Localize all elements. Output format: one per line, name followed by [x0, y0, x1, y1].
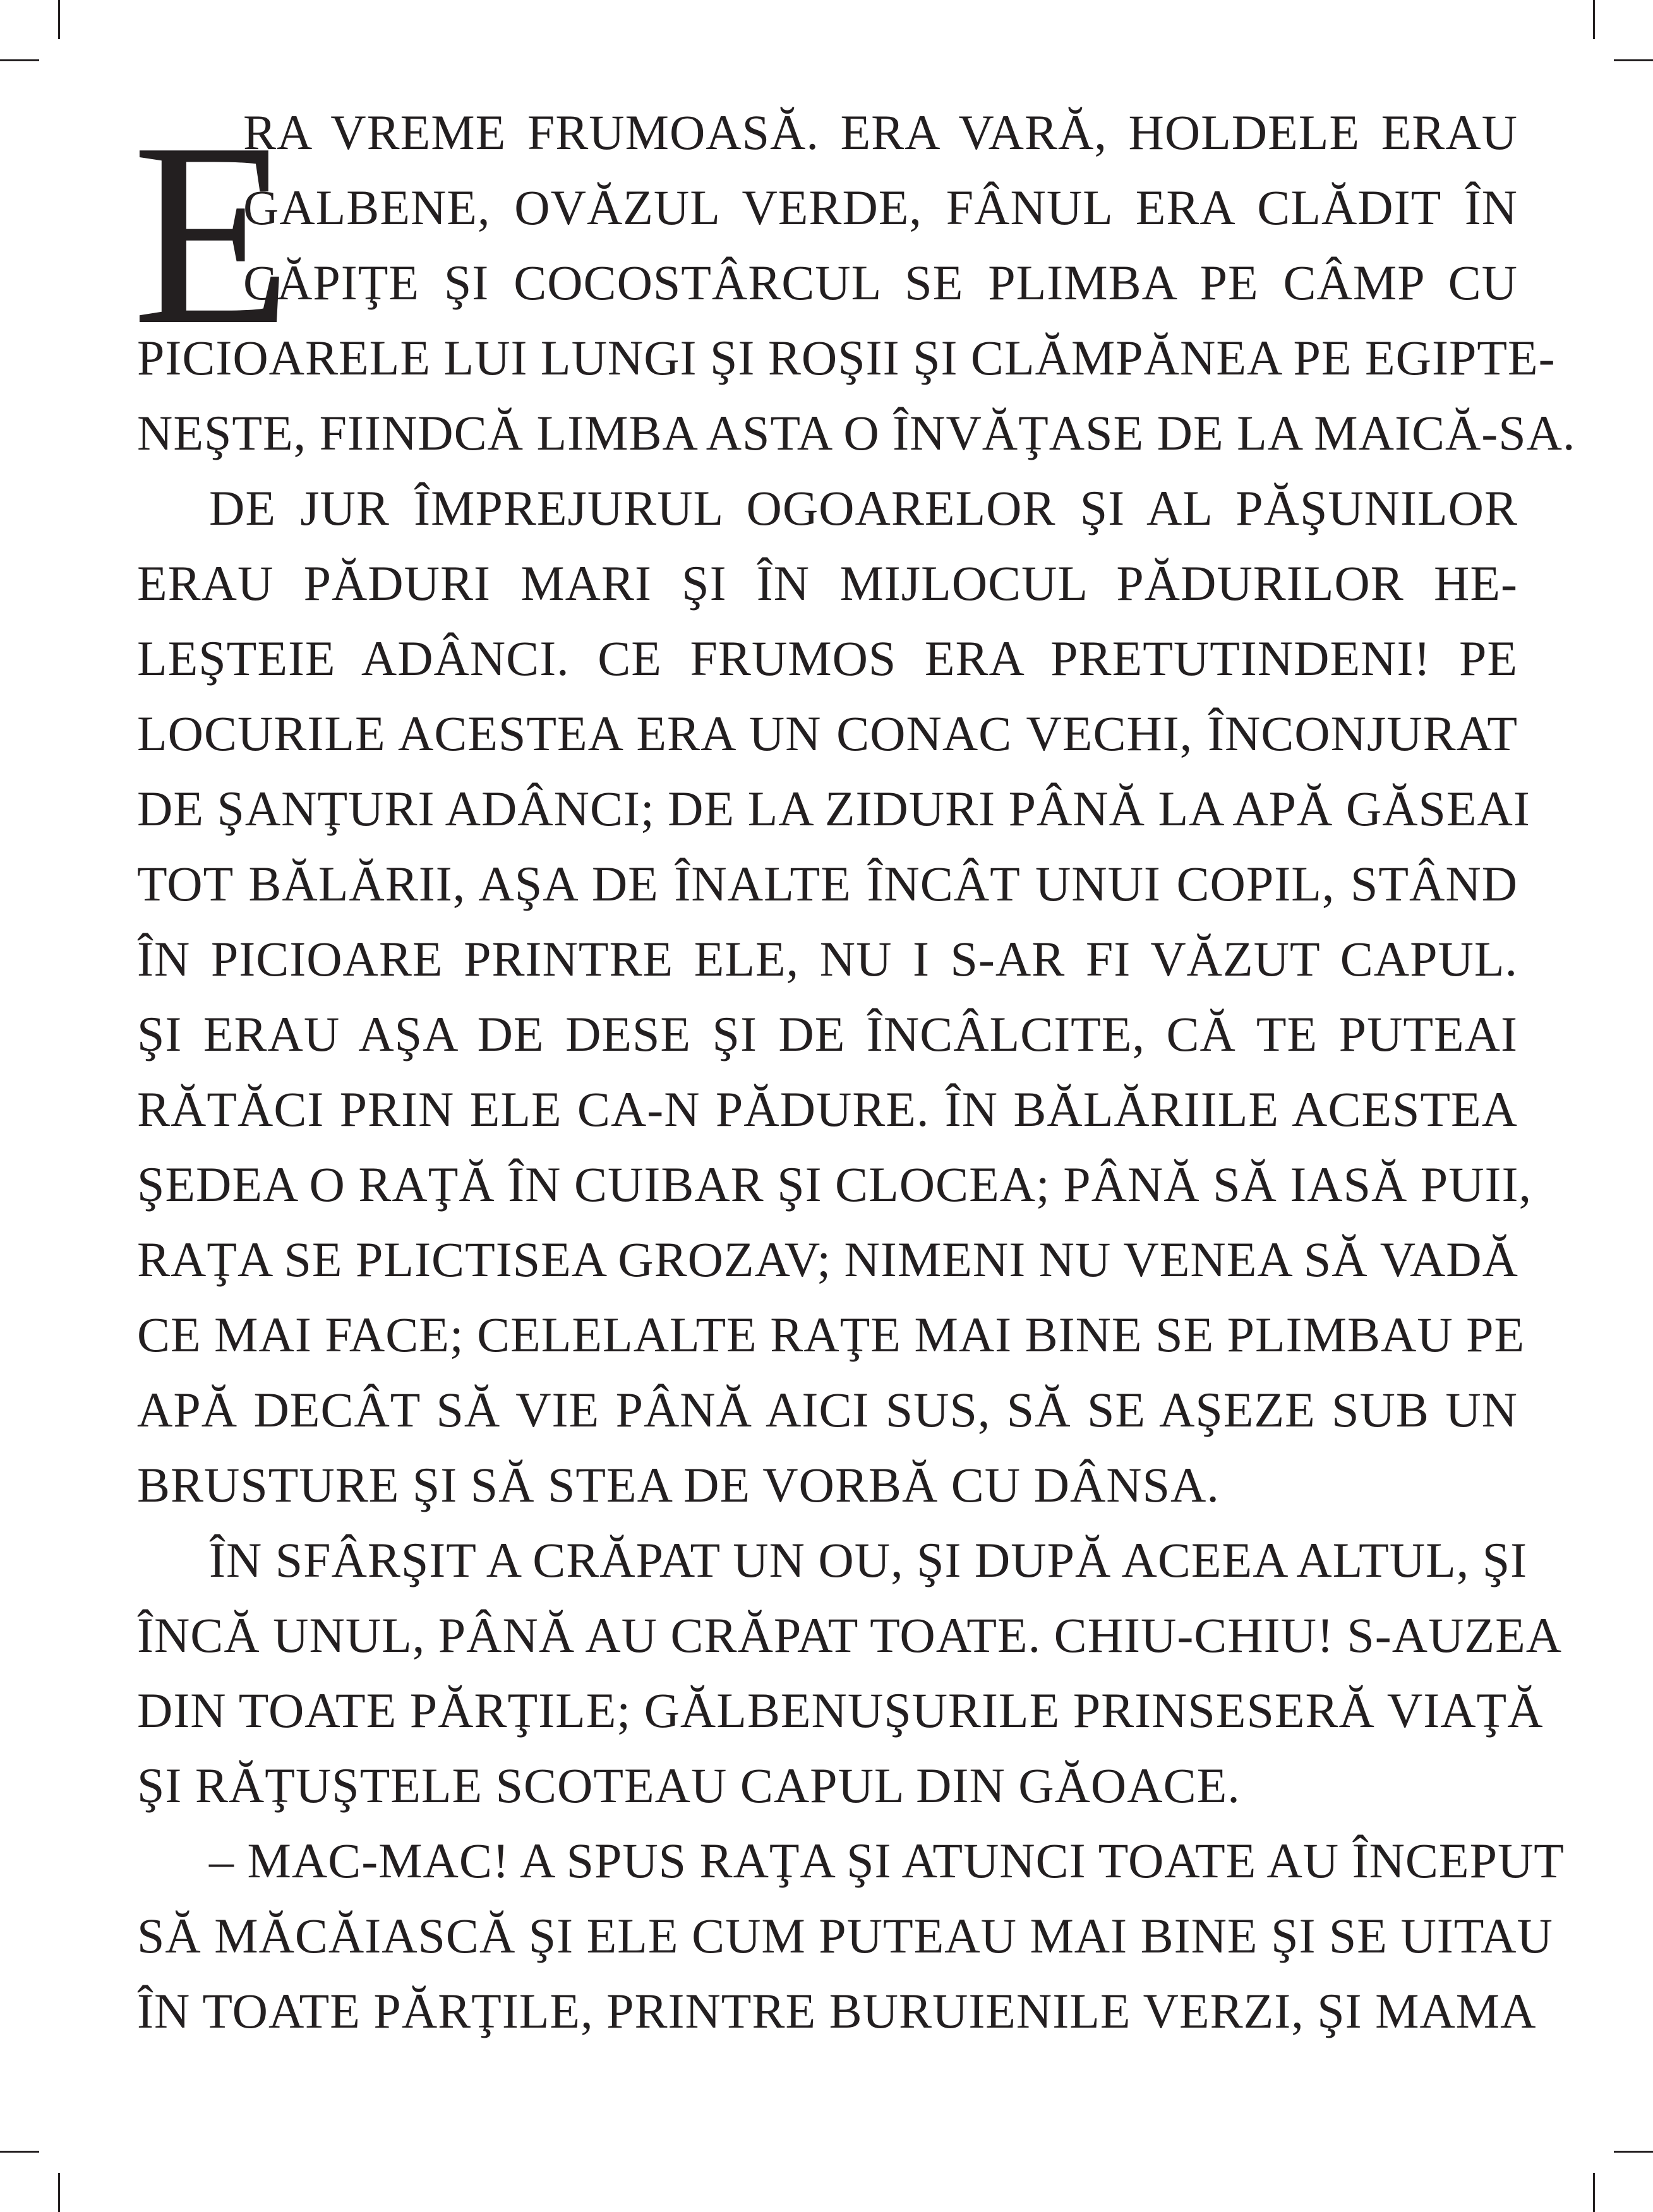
text-line: CĂPIŢE ŞI COCOSTÂRCUL SE PLIMBA PE CÂMP CU [243, 255, 1518, 310]
crop-mark-top-right-h [1614, 59, 1653, 61]
crop-mark-bottom-left-h [0, 2151, 39, 2153]
text-line: ŞEDEA O RAŢĂ ÎN CUIBAR ŞI CLOCEA; PÂNĂ SĂ IASĂ PUII, [137, 1157, 1532, 1212]
text-line: – MAC-MAC! A SPUS RAŢA ŞI ATUNCI TOATE AU ÎNCEPUT [209, 1833, 1565, 1888]
text-line: RAŢA SE PLICTISEA GROZAV; NIMENI NU VENEA SĂ VADĂ [137, 1232, 1518, 1287]
text-line: DE ŞANŢURI ADÂNCI; DE LA ZIDURI PÂNĂ LA APĂ GĂSEAI [137, 781, 1530, 836]
text-line: RA VREME FRUMOASĂ. ERA VARĂ, HOLDELE ERAU [243, 105, 1518, 160]
text-line: CE MAI FACE; CELELALTE RAŢE MAI BINE SE PLIMBAU PE [137, 1307, 1525, 1362]
text-line: RĂTĂCI PRIN ELE CA-N PĂDURE. ÎN BĂLĂRIILE ACESTEA [137, 1082, 1518, 1137]
drop-cap: E [132, 88, 292, 379]
text-line: LOCURILE ACESTEA ERA UN CONAC VECHI, ÎNCONJURAT [137, 706, 1518, 761]
crop-mark-bottom-right-h [1614, 2151, 1653, 2153]
text-line: ÎN TOATE PĂRŢILE, PRINTRE BURUIENILE VERZI, ŞI MAMA [137, 1983, 1537, 2038]
text-line: SĂ MĂCĂIASCĂ ŞI ELE CUM PUTEAU MAI BINE ŞI SE UITAU [137, 1908, 1553, 1963]
text-line: DE JUR ÎMPREJURUL OGOARELOR ŞI AL PĂŞUNILOR [209, 481, 1518, 535]
crop-mark-top-left-h [0, 59, 39, 61]
crop-mark-top-left-v [58, 0, 60, 39]
text-line: PICIOARELE LUI LUNGI ŞI ROŞII ŞI CLĂMPĂNEA PE EGIPTE- [137, 330, 1556, 385]
text-line: NEŞTE, FIINDCĂ LIMBA ASTA O ÎNVĂŢASE DE LA MAICĂ-SA. [137, 405, 1576, 460]
text-line: ÎN SFÂRŞIT A CRĂPAT UN OU, ŞI DUPĂ ACEEA ALTUL, ŞI [209, 1533, 1528, 1587]
text-line: LEŞTEIE ADÂNCI. CE FRUMOS ERA PRETUTINDENI! PE [137, 631, 1518, 686]
text-line: GALBENE, OVĂZUL VERDE, FÂNUL ERA CLĂDIT ÎN [243, 180, 1518, 235]
text-line: APĂ DECÂT SĂ VIE PÂNĂ AICI SUS, SĂ SE AŞEZE SUB UN [137, 1382, 1518, 1437]
text-line: ÎN PICIOARE PRINTRE ELE, NU I S-AR FI VĂZUT CAPUL. [137, 931, 1518, 986]
crop-mark-top-right-v [1593, 0, 1595, 39]
text-line: ÎNCĂ UNUL, PÂNĂ AU CRĂPAT TOATE. CHIU-CHIU! S-AUZEA [137, 1608, 1563, 1663]
page-body [132, 88, 1576, 2048]
text-line: ERAU PĂDURI MARI ŞI ÎN MIJLOCUL PĂDURILOR HE- [137, 556, 1518, 611]
text-line: BRUSTURE ŞI SĂ STEA DE VORBĂ CU DÂNSA. [137, 1457, 1220, 1512]
text-line: TOT BĂLĂRII, AŞA DE ÎNALTE ÎNCÂT UNUI COPIL, STÂND [137, 856, 1518, 911]
crop-mark-bottom-left-v [58, 2173, 60, 2212]
text-line: ŞI ERAU AŞA DE DESE ŞI DE ÎNCÂLCITE, CĂ TE PUTEAI [137, 1007, 1518, 1061]
crop-mark-bottom-right-v [1593, 2173, 1595, 2212]
text-line: DIN TOATE PĂRŢILE; GĂLBENUŞURILE PRINSESERĂ VIAŢĂ [137, 1683, 1544, 1738]
text-line: ŞI RĂŢUŞTELE SCOTEAU CAPUL DIN GĂOACE. [137, 1758, 1241, 1813]
